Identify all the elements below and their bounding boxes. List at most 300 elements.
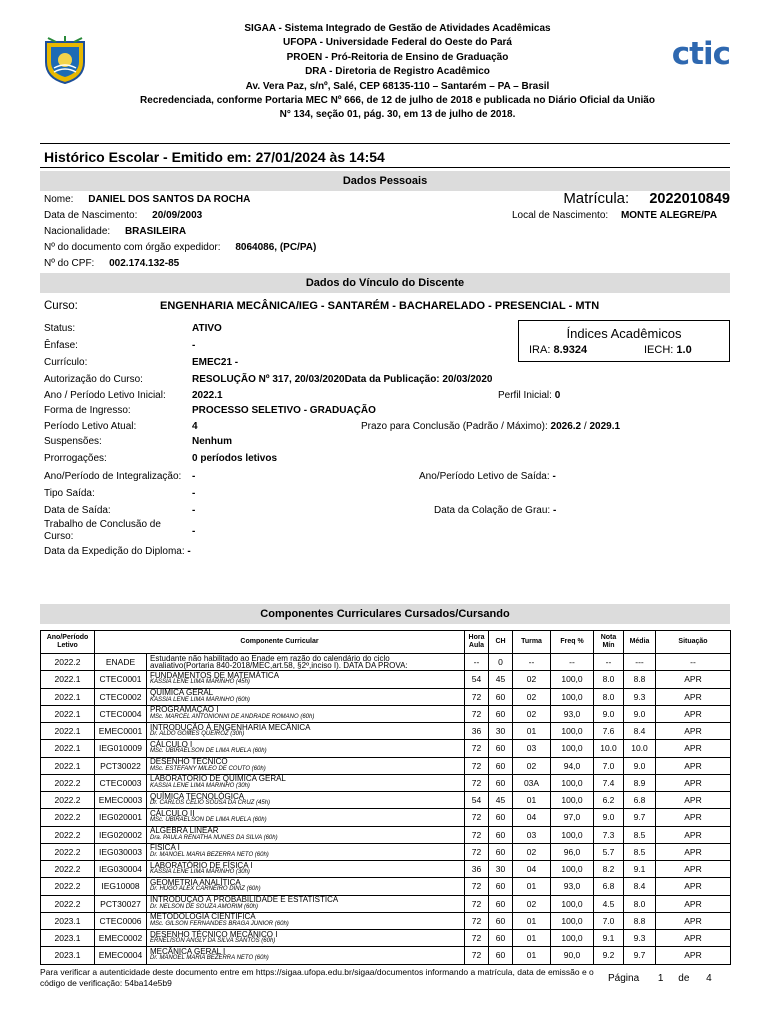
cell-situacao: --: [656, 654, 731, 671]
component-professor: ERNELISON ANGLY DA SILVA SANTOS (60h): [150, 938, 276, 945]
ira-field: [529, 344, 587, 356]
field-autorizacao-value: [192, 374, 492, 385]
cell-turma: 01: [513, 878, 551, 895]
field-nome: [44, 194, 250, 205]
cell-hora-aula: 72: [465, 826, 489, 843]
header-line: PROEN - Pró-Reitoria de Ensino de Graduação: [286, 51, 509, 63]
field-label: Data de Nascimento:: [44, 210, 138, 221]
cell-media: 10.0: [624, 740, 656, 757]
field-label: Nacionalidade:: [44, 226, 111, 237]
cell-componente: [147, 654, 465, 671]
cell-freq: 100,0: [551, 671, 594, 688]
cell-componente: [147, 843, 465, 860]
university-crest-icon: [42, 34, 88, 84]
cell-ch: 60: [489, 912, 513, 929]
field-colacao: [434, 505, 556, 516]
field-value: 002.174.132-85: [109, 258, 180, 269]
cell-freq: 100,0: [551, 688, 594, 705]
field-local-nascimento: [512, 210, 717, 221]
field-enfase-value: [192, 340, 195, 351]
component-professor: KASSIA LENE LIMA MARINHO (30h): [150, 782, 250, 789]
field-value: MONTE ALEGRE/PA: [620, 210, 718, 221]
field-label: Perfil Inicial:: [498, 390, 552, 401]
cell-freq: 100,0: [551, 723, 594, 740]
cell-componente: [147, 947, 465, 964]
field-value: ATIVO: [192, 323, 222, 334]
component-name: INTRODUÇÃO À ENGENHARIA MECÂNICA: [150, 722, 311, 732]
cell-ano: 2022.2: [41, 826, 95, 843]
component-professor: KASSIA LENE LIMA MARINHO (30h): [150, 869, 250, 876]
cell-hora-aula: --: [465, 654, 489, 671]
field-value: 2022.1: [192, 390, 223, 401]
col-ano: Ano/Período Letivo: [41, 631, 95, 654]
cell-componente: [147, 688, 465, 705]
field-label: Curso:: [44, 300, 78, 312]
field-value: 20/09/2003: [152, 210, 203, 221]
cell-media: 8.5: [624, 826, 656, 843]
cell-ch: 60: [489, 843, 513, 860]
field-matricula: [563, 190, 730, 207]
field-periodo-atual-label: Período Letivo Atual:: [44, 421, 137, 432]
table-row: [41, 930, 731, 947]
cell-freq: 100,0: [551, 740, 594, 757]
field-periodo-atual-value: [192, 421, 198, 432]
field-expedicao: [44, 546, 191, 557]
col-ch: CH: [489, 631, 513, 654]
cell-ch: 60: [489, 895, 513, 912]
field-value: -: [552, 505, 557, 516]
component-professor: Dr. ALDO GOMES QUEIROZ (30h): [150, 731, 245, 738]
cell-freq: 100,0: [551, 826, 594, 843]
component-name: CÁLCULO II: [150, 808, 195, 818]
cell-hora-aula: 36: [465, 723, 489, 740]
cell-media: 9.1: [624, 861, 656, 878]
field-value: 0 períodos letivos: [192, 453, 278, 464]
component-name: Estudante não habilitado ao Enade em razão do calendário do ciclo: [150, 653, 390, 663]
cell-nota-min: 5.7: [594, 843, 624, 860]
field-value: 2029.1: [589, 421, 621, 432]
cell-situacao: APR: [656, 688, 731, 705]
component-professor: MSc. GILSON FERNANDES BRAGA JUNIOR (60h): [150, 920, 289, 927]
cell-ano: 2023.1: [41, 930, 95, 947]
institution-header: [100, 22, 695, 123]
ctic-logo: ctic: [671, 36, 730, 72]
cell-ano: 2022.1: [41, 671, 95, 688]
cell-situacao: APR: [656, 861, 731, 878]
cell-situacao: APR: [656, 895, 731, 912]
cell-freq: 100,0: [551, 774, 594, 791]
field-label: Nº do CPF:: [44, 258, 95, 269]
component-professor: MSc. UBIRAELSON DE LIMA RUELA (60h): [150, 817, 267, 824]
cell-codigo: CTEC0001: [95, 671, 147, 688]
table-row: [41, 723, 731, 740]
page-of-label: de: [678, 973, 690, 984]
cell-freq: 94,0: [551, 757, 594, 774]
field-tipo-saida-label: Tipo Saída:: [44, 488, 95, 499]
field-separator: /: [581, 421, 590, 432]
cell-hora-aula: 72: [465, 947, 489, 964]
cell-nota-min: 9.0: [594, 705, 624, 722]
cell-hora-aula: 72: [465, 843, 489, 860]
iech-field: [644, 344, 692, 356]
component-name: PROGRAMAÇÃO I: [150, 705, 219, 715]
cell-ch: 60: [489, 809, 513, 826]
cell-ano: 2022.2: [41, 774, 95, 791]
field-curso-value: [160, 300, 599, 312]
cell-media: 9.0: [624, 757, 656, 774]
component-professor: Dra. PAULA RENATHA NUNES DA SILVA (60h): [150, 834, 278, 841]
cell-nota-min: 7.4: [594, 774, 624, 791]
cell-hora-aula: 72: [465, 930, 489, 947]
component-name: FÍSICA I: [150, 843, 180, 853]
field-curriculo-value: [192, 357, 238, 368]
cell-componente: [147, 878, 465, 895]
cell-codigo: IEG030004: [95, 861, 147, 878]
cell-ch: 60: [489, 774, 513, 791]
col-media: Média: [624, 631, 656, 654]
cell-freq: --: [551, 654, 594, 671]
field-curriculo-label: Currículo:: [44, 357, 88, 368]
cell-turma: 02: [513, 895, 551, 912]
divider: [40, 143, 730, 144]
cell-nota-min: 7.3: [594, 826, 624, 843]
cell-turma: 04: [513, 809, 551, 826]
cell-codigo: IEG10008: [95, 878, 147, 895]
table-row: [41, 705, 731, 722]
component-professor: Dr. MANOEL MARIA BEZERRA NETO (60h): [150, 955, 269, 962]
cell-freq: 96,0: [551, 843, 594, 860]
cell-ano: 2022.2: [41, 861, 95, 878]
field-value: -: [192, 340, 196, 351]
field-nascimento: [44, 210, 202, 221]
field-label: Curso:: [44, 531, 74, 542]
cell-componente: [147, 861, 465, 878]
cell-situacao: APR: [656, 826, 731, 843]
header-line: Recredenciada, conforme Portaria MEC Nº 666, de 12 de julho de 2018 e publicada no Diário Oficial da União: [140, 95, 655, 107]
field-label: Ano/Período Letivo de Saída:: [419, 471, 550, 482]
cell-turma: 02: [513, 671, 551, 688]
field-value: 4: [192, 421, 198, 432]
cell-ano: 2022.1: [41, 705, 95, 722]
cell-turma: 02: [513, 705, 551, 722]
cell-ch: 60: [489, 757, 513, 774]
field-value: -: [192, 505, 196, 516]
field-status-label: Status:: [44, 323, 76, 334]
field-label: Data da Expedição do Diploma:: [44, 546, 185, 557]
indices-academicos-box: [518, 320, 730, 362]
cell-turma: 03A: [513, 774, 551, 791]
cell-ch: 60: [489, 878, 513, 895]
field-label: Local de Nascimento:: [512, 210, 609, 221]
cell-media: 8.8: [624, 912, 656, 929]
table-row: [41, 792, 731, 809]
cell-situacao: APR: [656, 947, 731, 964]
field-value: PROCESSO SELETIVO - GRADUAÇÃO: [192, 405, 376, 416]
cell-media: 8.5: [624, 843, 656, 860]
cell-ch: 60: [489, 688, 513, 705]
cell-nota-min: 9.2: [594, 947, 624, 964]
table-row: [41, 671, 731, 688]
component-name: MECÂNICA GERAL I: [150, 946, 226, 956]
cell-freq: 100,0: [551, 895, 594, 912]
cell-ano: 2022.1: [41, 723, 95, 740]
field-saida-ano: [419, 471, 556, 482]
cell-ch: 60: [489, 947, 513, 964]
table-row: [41, 757, 731, 774]
cell-ano: 2022.2: [41, 809, 95, 826]
component-name: METODOLOGIA CIENTÍFICA: [150, 912, 256, 922]
page-number: 1: [657, 973, 664, 984]
cell-situacao: APR: [656, 878, 731, 895]
field-integralizacao-label: Ano/Período de Integralização:: [44, 471, 182, 482]
table-row: [41, 912, 731, 929]
cell-codigo: IEG020002: [95, 826, 147, 843]
cell-media: 8.4: [624, 878, 656, 895]
field-tcc-value: [192, 526, 195, 537]
table-row: [41, 895, 731, 912]
cell-componente: [147, 826, 465, 843]
component-name: LABORATÓRIO DE QUÍMICA GERAL: [150, 774, 286, 784]
cell-componente: [147, 912, 465, 929]
cell-componente: [147, 740, 465, 757]
col-freq: Freq %: [551, 631, 594, 654]
componentes-body: [41, 654, 731, 965]
section-componentes: Componentes Curriculares Cursados/Cursando: [40, 604, 730, 624]
cell-turma: 03: [513, 740, 551, 757]
cell-codigo: EMEC0002: [95, 930, 147, 947]
cell-freq: 97,0: [551, 809, 594, 826]
cell-ano: 2022.1: [41, 688, 95, 705]
cell-ano: 2022.1: [41, 757, 95, 774]
field-documento: [44, 242, 316, 253]
cell-nota-min: 6.8: [594, 878, 624, 895]
cell-freq: 100,0: [551, 930, 594, 947]
cell-codigo: ENADE: [95, 654, 147, 671]
cell-turma: 02: [513, 757, 551, 774]
field-tcc-label: [44, 519, 161, 543]
col-nota-min: Nota Mín: [594, 631, 624, 654]
cell-freq: 100,0: [551, 792, 594, 809]
header-line: Av. Vera Paz, s/nº, Salé, CEP 68135-110 – Santarém – PA – Brasil: [245, 80, 550, 92]
cell-componente: [147, 774, 465, 791]
cell-ch: 30: [489, 861, 513, 878]
component-professor: Dr. CARLOS CELIO SOUSA DA CRUZ (45h): [150, 800, 271, 807]
cell-codigo: EMEC0004: [95, 947, 147, 964]
cell-hora-aula: 54: [465, 671, 489, 688]
section-vinculo: Dados do Vínculo do Discente: [40, 273, 730, 293]
field-ingresso-value: [192, 405, 376, 416]
header-line: DRA - Diretoria de Registro Acadêmico: [305, 66, 490, 78]
cell-nota-min: 8.0: [594, 671, 624, 688]
cell-codigo: PCT30022: [95, 757, 147, 774]
ira-value: 8.9324: [553, 344, 588, 356]
field-cpf: [44, 258, 179, 269]
ira-label: IRA:: [529, 344, 551, 356]
cell-freq: 93,0: [551, 705, 594, 722]
cell-situacao: APR: [656, 843, 731, 860]
cell-codigo: CTEC0002: [95, 688, 147, 705]
cell-codigo: IEG020001: [95, 809, 147, 826]
cell-turma: 02: [513, 688, 551, 705]
cell-hora-aula: 72: [465, 878, 489, 895]
cell-turma: 01: [513, 792, 551, 809]
field-ano-inicial-label: Ano / Período Letivo Inicial:: [44, 390, 166, 401]
cell-codigo: EMEC0003: [95, 792, 147, 809]
field-status-value: [192, 323, 222, 334]
field-label: Matrícula:: [563, 190, 630, 207]
cell-nota-min: 7.6: [594, 723, 624, 740]
table-row: [41, 878, 731, 895]
cell-ch: 60: [489, 826, 513, 843]
cell-turma: 03: [513, 826, 551, 843]
cell-nota-min: --: [594, 654, 624, 671]
field-value: Nenhum: [192, 436, 232, 447]
cell-ch: 60: [489, 705, 513, 722]
table-row: [41, 774, 731, 791]
field-prorrogacoes-label: Prorrogações:: [44, 453, 107, 464]
cell-turma: 01: [513, 723, 551, 740]
component-name: FUNDAMENTOS DE MATEMÁTICA: [150, 670, 280, 680]
cell-turma: 02: [513, 843, 551, 860]
cell-hora-aula: 72: [465, 688, 489, 705]
table-row: [41, 861, 731, 878]
component-name: LABORATÓRIO DE FÍSICA I: [150, 860, 253, 870]
cell-situacao: APR: [656, 912, 731, 929]
field-enfase-label: Ênfase:: [44, 340, 78, 351]
verification-note: Para verificar a autenticidade deste documento entre em https://sigaa.ufopa.edu.br/sigaa/documentos informando a matrícula, data de emissão e o código de verificação: 54ba14e5b9: [40, 967, 594, 988]
cell-ch: 0: [489, 654, 513, 671]
cell-situacao: APR: [656, 723, 731, 740]
cell-codigo: IEG010009: [95, 740, 147, 757]
section-dados-pessoais: Dados Pessoais: [40, 171, 730, 191]
cell-hora-aula: 72: [465, 757, 489, 774]
cell-situacao: APR: [656, 705, 731, 722]
cell-media: 9.3: [624, 688, 656, 705]
page-total: 4: [706, 973, 712, 984]
cell-media: 8.9: [624, 774, 656, 791]
col-turma: Turma: [513, 631, 551, 654]
cell-media: 8.8: [624, 671, 656, 688]
cell-freq: 93,0: [551, 878, 594, 895]
cell-nota-min: 6.2: [594, 792, 624, 809]
table-row: [41, 809, 731, 826]
cell-situacao: APR: [656, 809, 731, 826]
col-componente: Componente Curricular: [95, 631, 465, 654]
cell-hora-aula: 72: [465, 895, 489, 912]
cell-ch: 30: [489, 723, 513, 740]
table-row: [41, 826, 731, 843]
cell-nota-min: 10.0: [594, 740, 624, 757]
cell-media: 9.7: [624, 947, 656, 964]
cell-ch: 45: [489, 671, 513, 688]
field-value: DANIEL DOS SANTOS DA ROCHA: [88, 194, 251, 205]
field-label: Nome:: [44, 194, 74, 205]
field-value: -: [187, 546, 191, 557]
cell-componente: [147, 809, 465, 826]
component-professor: MSc. MARCEL ANTONIONNI DE ANDRADE ROMANO (60h): [150, 713, 315, 720]
component-name: INTRODUÇÃO À PROBABILIDADE E ESTATÍSTICA: [150, 895, 339, 905]
cell-hora-aula: 72: [465, 774, 489, 791]
table-row: [41, 947, 731, 964]
field-suspensoes-value: [192, 436, 232, 447]
component-name: GEOMETRIA ANALÍTICA: [150, 877, 241, 887]
cell-media: ---: [624, 654, 656, 671]
component-professor: Dr. HUGO ALEX CARNEIRO DINIZ (60h): [150, 886, 261, 893]
cell-turma: 01: [513, 947, 551, 964]
table-header-row: [41, 631, 731, 654]
document-title: Histórico Escolar - Emitido em: 27/01/2024 às 14:54: [44, 149, 385, 165]
iech-value: 1.0: [676, 344, 692, 356]
field-tipo-saida-value: [192, 488, 195, 499]
cell-nota-min: 7.0: [594, 912, 624, 929]
component-professor: KASSIA LENE LIMA MARINHO (60h): [150, 696, 250, 703]
divider: [40, 167, 730, 168]
field-ingresso-label: Forma de Ingresso:: [44, 405, 131, 416]
component-professor: Dr. MANOEL MARIA BEZERRA NETO (60h): [150, 851, 269, 858]
field-suspensoes-label: Suspensões:: [44, 436, 102, 447]
field-value: -: [192, 488, 196, 499]
cell-hora-aula: 72: [465, 740, 489, 757]
indices-title: Índices Acadêmicos: [566, 326, 682, 341]
table-row: [41, 740, 731, 757]
cell-codigo: IEG030003: [95, 843, 147, 860]
cell-codigo: CTEC0006: [95, 912, 147, 929]
cell-codigo: CTEC0004: [95, 705, 147, 722]
cell-ano: 2022.2: [41, 895, 95, 912]
cell-ano: 2022.2: [41, 878, 95, 895]
component-professor: MSc. ESTEFANY MILEO DE COUTO (60h): [150, 765, 266, 772]
field-value: -: [552, 471, 556, 482]
cell-ano: 2022.2: [41, 654, 95, 671]
cell-ano: 2022.2: [41, 843, 95, 860]
component-name: ÁLGEBRA LINEAR: [150, 826, 219, 836]
cell-turma: 01: [513, 912, 551, 929]
cell-freq: 100,0: [551, 912, 594, 929]
cell-nota-min: 8.2: [594, 861, 624, 878]
table-row: [41, 843, 731, 860]
cell-ano: 2022.1: [41, 740, 95, 757]
cell-turma: 01: [513, 930, 551, 947]
field-value: -: [192, 526, 196, 537]
cell-ano: 2023.1: [41, 912, 95, 929]
cell-nota-min: 4.5: [594, 895, 624, 912]
cell-codigo: EMEC0001: [95, 723, 147, 740]
field-data-saida-value: [192, 505, 195, 516]
cell-ch: 60: [489, 740, 513, 757]
cell-media: 8.4: [624, 723, 656, 740]
cell-componente: [147, 930, 465, 947]
cell-nota-min: 8.0: [594, 688, 624, 705]
cell-componente: [147, 757, 465, 774]
cell-situacao: APR: [656, 671, 731, 688]
page-label: Página: [608, 973, 640, 984]
cell-turma: 04: [513, 861, 551, 878]
cell-situacao: APR: [656, 792, 731, 809]
cell-turma: --: [513, 654, 551, 671]
table-row: [41, 654, 731, 671]
cell-media: 6.8: [624, 792, 656, 809]
header-line: SIGAA - Sistema Integrado de Gestão de Atividades Acadêmicas: [244, 23, 551, 34]
field-label: Prazo para Conclusão (Padrão / Máximo):: [361, 421, 548, 432]
cell-situacao: APR: [656, 774, 731, 791]
cell-componente: [147, 671, 465, 688]
field-prorrogacoes-value: [192, 453, 277, 464]
field-value: BRASILEIRA: [124, 226, 187, 237]
cell-codigo: PCT30027: [95, 895, 147, 912]
cell-nota-min: 7.0: [594, 757, 624, 774]
field-data-saida-label: Data de Saída:: [44, 505, 111, 516]
cell-ano: 2022.2: [41, 792, 95, 809]
